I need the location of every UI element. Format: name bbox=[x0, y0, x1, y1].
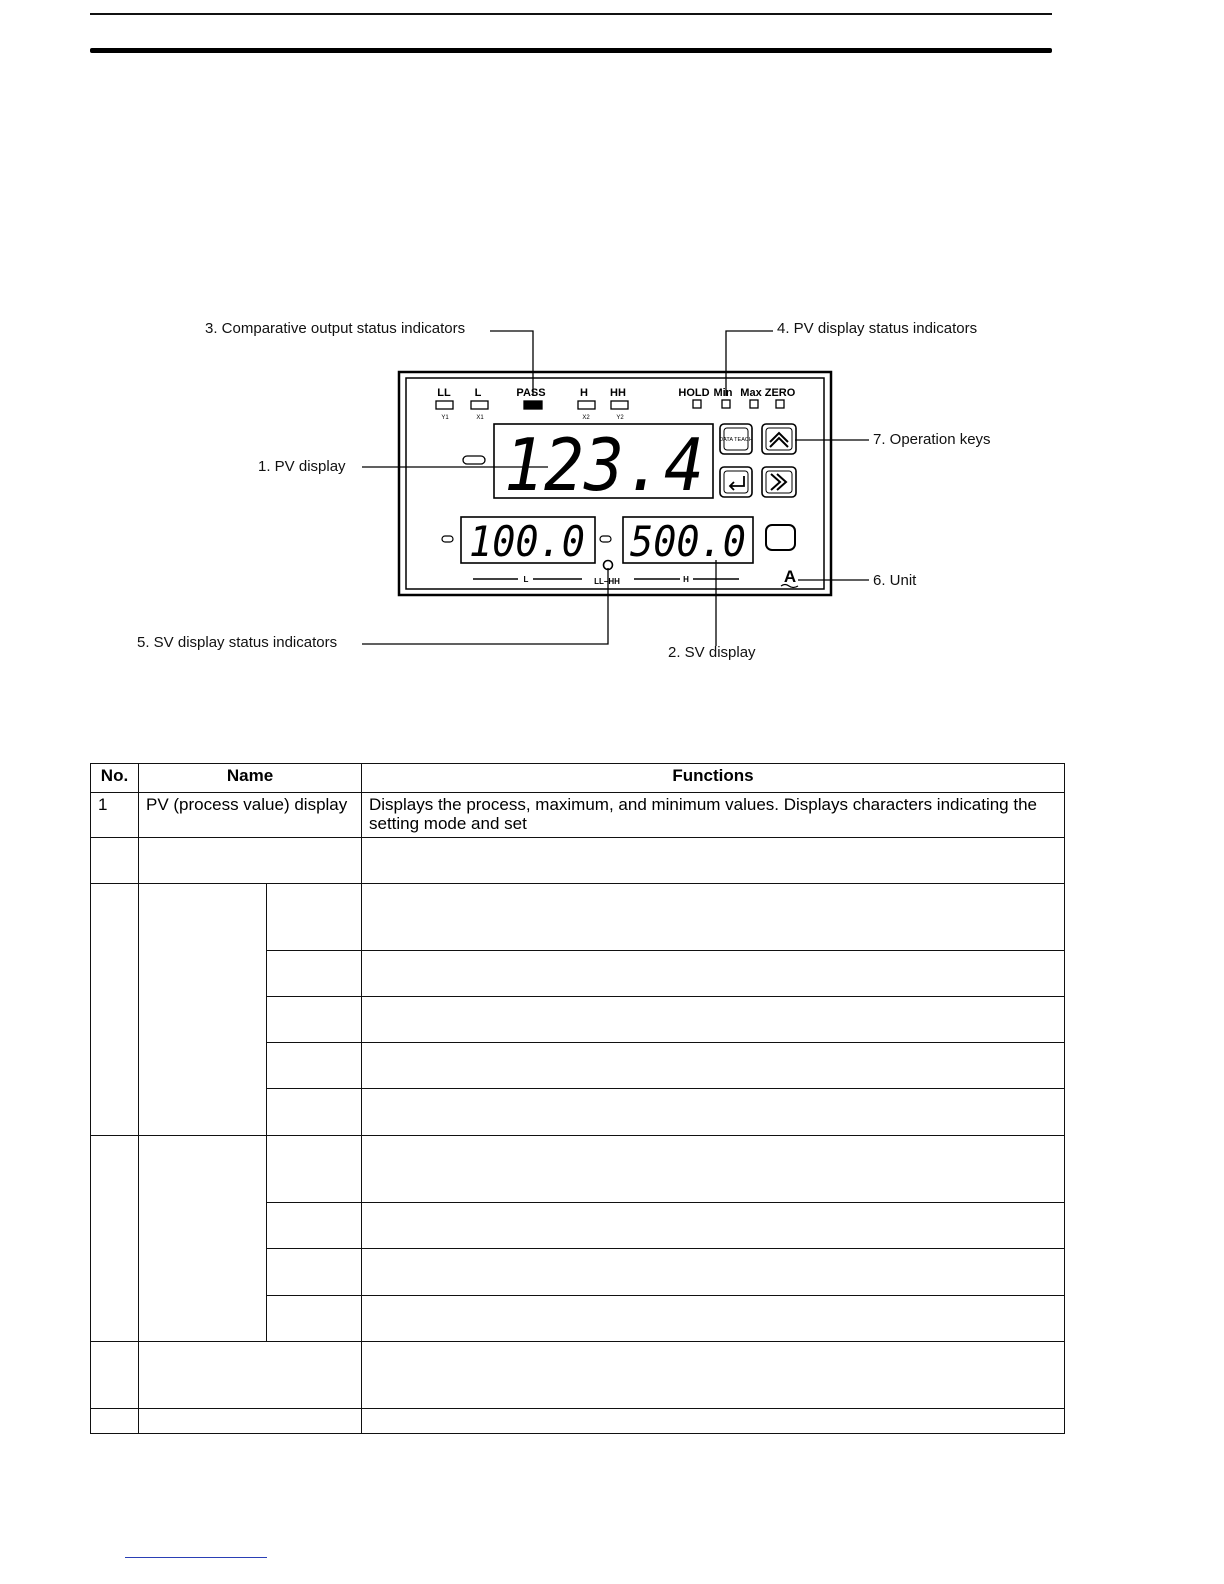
indicator-label-ll: LL bbox=[437, 387, 451, 399]
callout-comparative-output: 3. Comparative output status indicators bbox=[205, 320, 466, 337]
table-row-empty bbox=[91, 884, 1065, 951]
callout-pv-status: 4. PV display status indicators bbox=[777, 320, 978, 337]
header-name: Name bbox=[139, 764, 362, 793]
table-row-empty bbox=[91, 1342, 1065, 1409]
indicator-led-h bbox=[578, 401, 595, 409]
table-row-empty bbox=[91, 838, 1065, 884]
key-mode[interactable] bbox=[720, 467, 752, 497]
key-data-teach[interactable] bbox=[719, 424, 753, 454]
sv-low-readout: 100.0 bbox=[469, 517, 585, 566]
scale-label-ll-hh: LL–HH bbox=[594, 577, 620, 586]
indicator-sublabel-x1: X1 bbox=[476, 415, 484, 421]
key-shift[interactable] bbox=[762, 467, 796, 497]
callout-sv-status: 5. SV display status indicators bbox=[137, 634, 338, 651]
indicator-sublabel-y1: Y1 bbox=[441, 415, 449, 421]
indicator-led-hh bbox=[611, 401, 628, 409]
unit-lamp bbox=[766, 525, 795, 550]
status-led-max bbox=[750, 400, 758, 408]
table-row bbox=[91, 793, 1065, 838]
header-no: No. bbox=[91, 764, 139, 793]
status-led-hold bbox=[693, 400, 701, 408]
return-arrow-icon bbox=[730, 476, 744, 490]
row-1-no: 1 bbox=[91, 793, 139, 838]
status-label-zero: ZERO bbox=[764, 387, 796, 399]
row-1-name: PV (process value) display bbox=[139, 793, 362, 838]
sv-high-readout: 500.0 bbox=[630, 517, 746, 566]
pv-decimal-indicator bbox=[463, 456, 485, 464]
status-led-min bbox=[722, 400, 730, 408]
footer-rule bbox=[125, 1557, 267, 1558]
status-label-min: Min bbox=[713, 387, 733, 399]
unit-symbol: A bbox=[783, 567, 797, 586]
indicator-label-hh: HH bbox=[610, 387, 626, 399]
indicator-led-ll bbox=[436, 401, 453, 409]
callout-operation-keys: 7. Operation keys bbox=[873, 431, 991, 448]
functions-table bbox=[90, 763, 1065, 1434]
indicator-led-l bbox=[471, 401, 488, 409]
indicator-label-h: H bbox=[580, 387, 588, 399]
callout-sv-display: 2. SV display bbox=[668, 644, 756, 661]
indicator-led-pass bbox=[524, 401, 542, 409]
status-label-max: Max bbox=[740, 387, 762, 399]
indicator-label-pass: PASS bbox=[516, 387, 546, 399]
scale-label-h: H bbox=[683, 575, 689, 584]
sv-low-marker bbox=[442, 536, 453, 542]
front-panel-figure bbox=[0, 0, 1224, 720]
key-data-teach-label: DATA TEACH bbox=[719, 437, 753, 443]
status-led-zero bbox=[776, 400, 784, 408]
table-row-empty bbox=[91, 1136, 1065, 1203]
callout-unit: 6. Unit bbox=[873, 572, 917, 589]
indicator-label-l: L bbox=[474, 387, 482, 399]
header-functions: Functions bbox=[362, 764, 1065, 793]
indicator-sublabel-y2: Y2 bbox=[616, 415, 624, 421]
sv-high-marker bbox=[600, 536, 611, 542]
key-up[interactable] bbox=[762, 424, 796, 454]
status-label-hold: HOLD bbox=[678, 387, 710, 399]
scale-label-l: L bbox=[523, 575, 529, 584]
table-row-empty bbox=[91, 1409, 1065, 1434]
indicator-sublabel-x2: X2 bbox=[582, 415, 590, 421]
pv-readout: 123.4 bbox=[504, 423, 704, 507]
callout-pv-display: 1. PV display bbox=[258, 458, 346, 475]
table-header-row bbox=[91, 764, 1065, 793]
row-1-functions: Displays the process, maximum, and minimum values. Displays characters indicating the setting mode and set bbox=[362, 793, 1065, 838]
